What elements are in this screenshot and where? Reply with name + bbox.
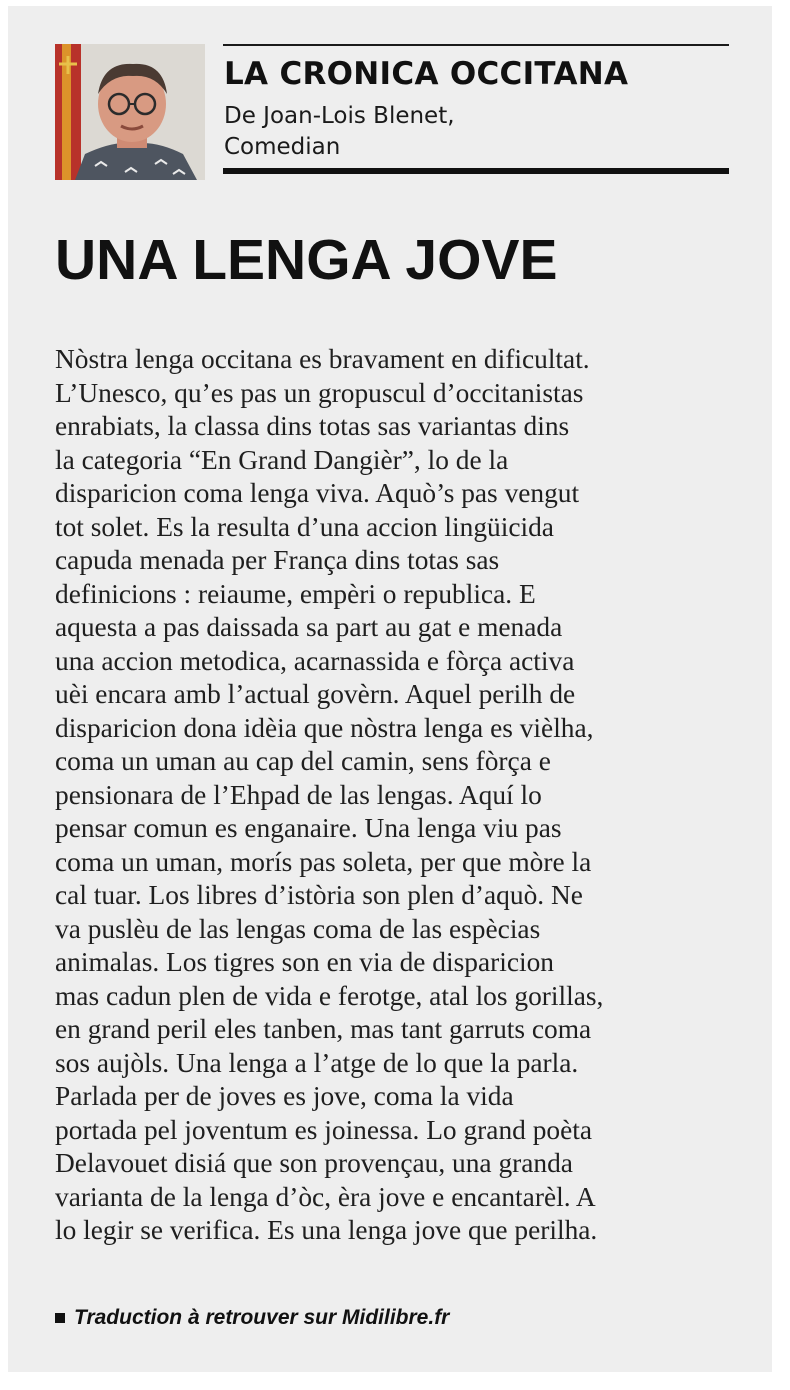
body-line: enrabiats, la classa dins totas sas variantas dins — [55, 411, 570, 441]
body-line: en grand peril eles tanben, mas tant garruts coma — [55, 1014, 592, 1044]
body-line: Parlada per de joves es jove, coma la vida — [55, 1081, 514, 1111]
body-line: animalas. Los tigres son en via de disparicion — [55, 947, 554, 977]
body-line: pensionara de l’Ehpad de las lengas. Aquí lo — [55, 779, 542, 810]
body-line: coma un uman au cap del camin, sens fòrça e — [55, 746, 551, 776]
body-line: Delavouet disiá que son provençau, una granda — [55, 1148, 573, 1178]
body-line: cal tuar. Los libres d’istòria son plen d’aquò. Ne — [55, 880, 583, 910]
author-name: De Joan-Lois Blenet, — [224, 103, 455, 129]
body-line: coma un uman, morís pas soleta, per que mòre la — [55, 846, 592, 877]
body-line: disparicion coma lenga viva. Aquò’s pas vengut — [55, 478, 580, 508]
body-line: pensar comun es enganaire. Una lenga viu pas — [55, 813, 562, 843]
body-line: va puslèu de las lengas coma de las espècias — [55, 913, 541, 944]
body-line: varianta de la lenga d’òc, èra jove e encantarèl. A — [55, 1181, 596, 1212]
square-bullet-icon — [55, 1313, 65, 1323]
header-top-rule — [223, 44, 729, 46]
column-name: LA CRONICA OCCITANA — [224, 56, 629, 92]
body-line: una accion metodica, acarnassida e fòrça activa — [55, 645, 575, 676]
translation-note-text[interactable]: Traduction à retrouver sur Midilibre.fr — [74, 1306, 450, 1329]
body-line: capuda menada per França dins totas sas — [55, 545, 500, 575]
body-line: tot solet. Es la resulta d’una accion lingüicida — [55, 511, 554, 542]
body-line: aquesta a pas daissada sa part au gat e menada — [55, 612, 563, 642]
body-line: definicions : reiaume, empèri o republica. E — [55, 578, 536, 609]
header-bottom-rule — [223, 168, 729, 174]
author-photo-icon — [55, 44, 205, 180]
body-line: lo legir se verifica. Es una lenga jove que perilha. — [55, 1215, 598, 1245]
body-line: sos aujòls. Una lenga a l’atge de lo que la parla. — [55, 1047, 579, 1078]
body-line: la categoria “En Grand Dangièr”, lo de la — [55, 444, 509, 475]
article-body — [55, 343, 745, 1248]
body-line: portada pel joventum es joinessa. Lo grand poèta — [55, 1114, 593, 1145]
body-line: mas cadun plen de vida e ferotge, atal los gorillas, — [55, 980, 604, 1011]
article-panel — [8, 6, 772, 1372]
translation-note[interactable] — [55, 1306, 449, 1330]
author-photo — [55, 44, 205, 180]
author-byline — [224, 101, 455, 163]
article-headline: UNA LENGA JOVE — [55, 228, 558, 292]
body-line: Nòstra lenga occitana es bravament en dificultat. — [55, 344, 590, 374]
body-line: L’Unesco, qu’es pas un gropuscul d’occitanistas — [55, 377, 584, 408]
body-line: uèi encara amb l’actual govèrn. Aquel perilh de — [55, 679, 576, 709]
body-line: disparicion dona idèia que nòstra lenga es vièlha, — [55, 712, 594, 743]
author-role: Comedian — [224, 134, 341, 160]
